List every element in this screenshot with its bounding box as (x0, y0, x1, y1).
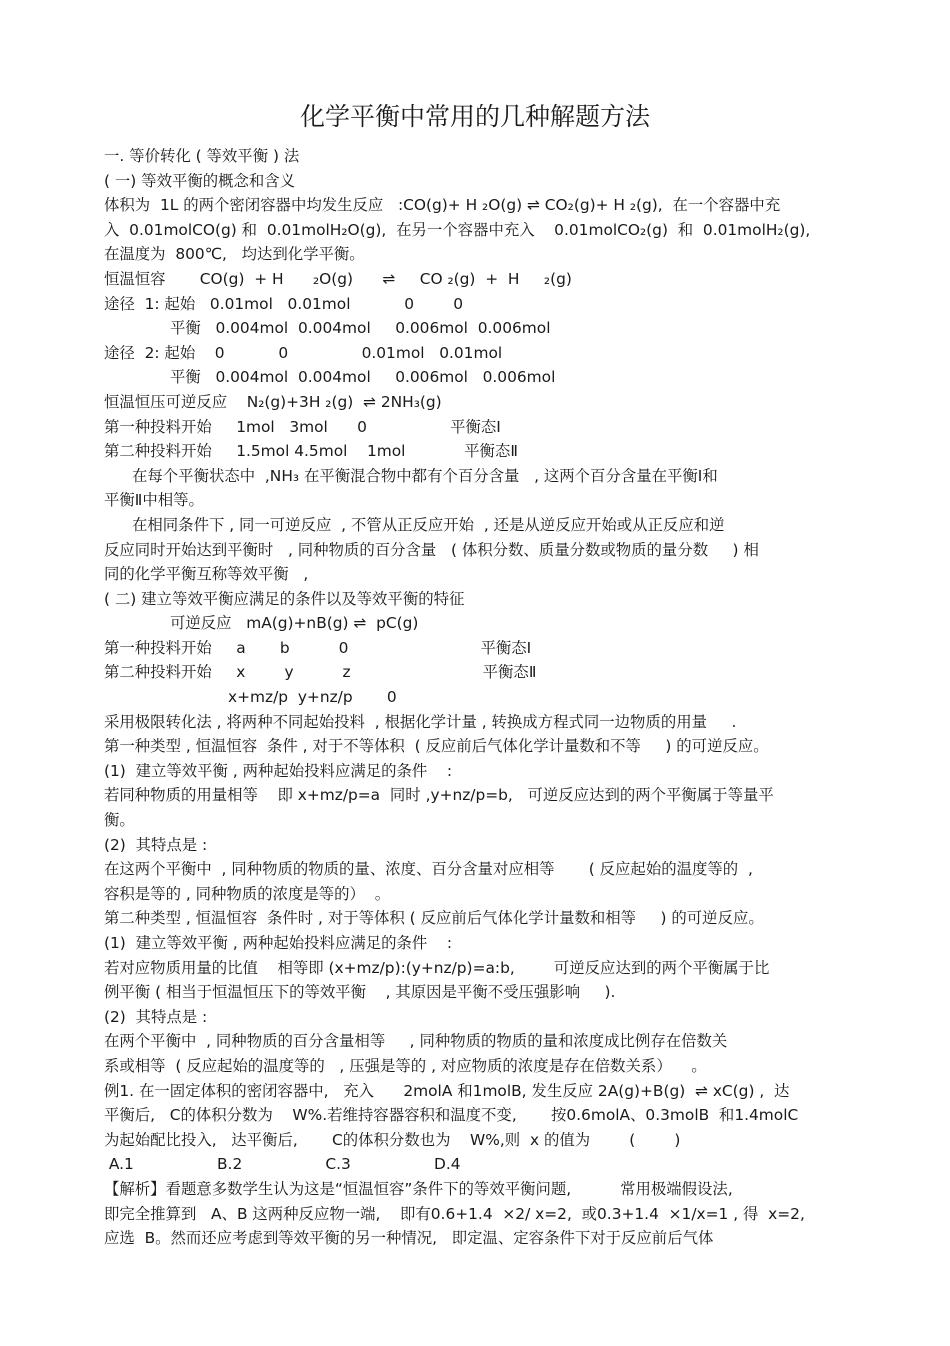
data-line: 第一种投料开始 1mol 3mol 0 平衡态Ⅰ (104, 417, 501, 436)
text-line: 在相同条件下 , 同一可逆反应 , 不管从正反应开始 , 还是从逆反应开始或从正反应和逆 (132, 515, 725, 534)
text-line: (1) 建立等效平衡 , 两种起始投料应满足的条件 : (104, 934, 453, 952)
text-line: (1) 建立等效平衡 , 两种起始投料应满足的条件 : (104, 761, 453, 780)
text-line: 在每个平衡状态中 ,NH₃ 在平衡混合物中都有个百分含量 , 这两个百分含量在平衡Ⅰ和 (132, 466, 718, 485)
text-line: 在两个平衡中 , 同种物质的百分含量相等 , 同种物质的物质的量和浓度成比例存在倍数关 (104, 1032, 728, 1051)
equation-line: 恒温恒压可逆反应 N₂(g)+3H ₂(g) ⇌ 2NH₃(g) (104, 392, 442, 411)
analysis-line: 应选 B。然而还应考虑到等效平衡的另一种情况, 即定温、定容条件下对于反应前后气体 (104, 1229, 714, 1248)
data-line: 途径 1: 起始 0.01mol 0.01mol 0 0 (104, 294, 464, 313)
example-line: 平衡后, C的体积分数为 W%.若维持容器容积和温度不变, 按0.6molA、0.3molB 和1.4molC (104, 1106, 799, 1125)
text-line: 反应同时开始达到平衡时 , 同种物质的百分含量 ( 体积分数、质量分数或物质的量分数 ) 相 (104, 540, 759, 559)
equation-line: 恒温恒容 CO(g) + H ₂O(g) ⇌ CO ₂(g) + H ₂(g) (104, 269, 572, 288)
text-line: 在温度为 800℃, 均达到化学平衡。 (104, 245, 365, 264)
text-line: 容积是等的 , 同种物质的浓度是等的） 。 (104, 884, 391, 903)
example-line: 为起始配比投入, 达平衡后, C的体积分数也为 W%,则 x 的值为 ( ) (104, 1130, 681, 1149)
subsection-heading: ( 一) 等效平衡的概念和含义 (104, 171, 296, 190)
text-line: (2) 其特点是 : (104, 1007, 208, 1026)
data-line: 平衡 0.004mol 0.004mol 0.006mol 0.006mol (170, 368, 556, 387)
text-line: 衡。 (104, 811, 135, 830)
subsection-heading: ( 二) 建立等效平衡应满足的条件以及等效平衡的特征 (104, 589, 465, 608)
example-line: 例1. 在一固定体积的密闭容器中, 充入 2molA 和1molB, 发生反应 2A(g)+B(g) ⇌ xC(g) , 达 (104, 1081, 790, 1100)
data-line: 第二种投料开始 1.5mol 4.5mol 1mol 平衡态Ⅱ (104, 442, 518, 461)
text-line: 若对应物质用量的比值 相等即 (x+mz/p):(y+nz/p)=a:b, 可逆反应达到的两个平衡属于比 (104, 958, 770, 977)
equation-line: 可逆反应 mA(g)+nB(g) ⇌ pC(g) (170, 614, 419, 633)
text-line: 同的化学平衡互称等效平衡 , (104, 565, 309, 584)
page-title: 化学平衡中常用的几种解题方法 (299, 102, 650, 131)
analysis-line: 【解析】看题意多数学生认为这是“恒温恒容”条件下的等效平衡问题, 常用极端假设法, (104, 1179, 733, 1198)
text-line: 在这两个平衡中 , 同种物质的物质的量、浓度、百分含量对应相等 ( 反应起始的温度等的 , (104, 860, 753, 879)
text-line: 第二种类型 , 恒温恒容 条件时 , 对于等体积 ( 反应前后气体化学计量数和相等 ) 的可逆反应。 (104, 909, 764, 928)
section-heading: 一. 等价转化 ( 等效平衡 ) 法 (104, 147, 300, 165)
text-line: 例平衡 ( 相当于恒温恒压下的等效平衡 , 其原因是平衡不受压强影响 ). (104, 983, 616, 1002)
text-line: 若同种物质的用量相等 即 x+mz/p=a 同时 ,y+nz/p=b, 可逆反应达到的两个平衡属于等量平 (104, 786, 774, 805)
text-line: 体积为 1L 的两个密闭容器中均发生反应 :CO(g)+ H ₂O(g) ⇌ CO₂(g)+ H ₂(g), 在一个容器中充 (104, 196, 781, 215)
text-line: 第一种类型 , 恒温恒容 条件 , 对于不等体积 ( 反应前后气体化学计量数和不等 ) 的可逆反应。 (104, 737, 769, 756)
answer-options: A.1 B.2 C.3 D.4 (104, 1155, 461, 1174)
analysis-line: 即完全推算到 A、B 这两种反应物一端, 即有0.6+1.4 ×2/ x=2, 或0.3+1.4 ×1/x=1 , 得 x=2, (104, 1204, 805, 1223)
data-line: 途径 2: 起始 0 0 0.01mol 0.01mol (104, 343, 503, 362)
data-line: 第一种投料开始 a b 0 平衡态Ⅰ (104, 638, 532, 657)
text-line: (2) 其特点是 : (104, 835, 208, 854)
data-line: x+mz/p y+nz/p 0 (228, 688, 397, 707)
text-line: 平衡Ⅱ中相等。 (104, 491, 204, 510)
document-body (104, 144, 849, 1251)
data-line: 第二种投料开始 x y z 平衡态Ⅱ (104, 663, 537, 682)
data-line: 平衡 0.004mol 0.004mol 0.006mol 0.006mol (170, 319, 551, 338)
text-line: 采用极限转化法 , 将两种不同起始投料 , 根据化学计量 , 转换成方程式同一边物质的用量 . (104, 712, 737, 731)
text-line: 系或相等 ( 反应起始的温度等的 , 压强是等的 , 对应物质的浓度是存在倍数关系） 。 (104, 1056, 707, 1075)
text-line: 入 0.01molCO(g) 和 0.01molH₂O(g), 在另一个容器中充入 0.01molCO₂(g) 和 0.01molH₂(g), (104, 220, 811, 239)
